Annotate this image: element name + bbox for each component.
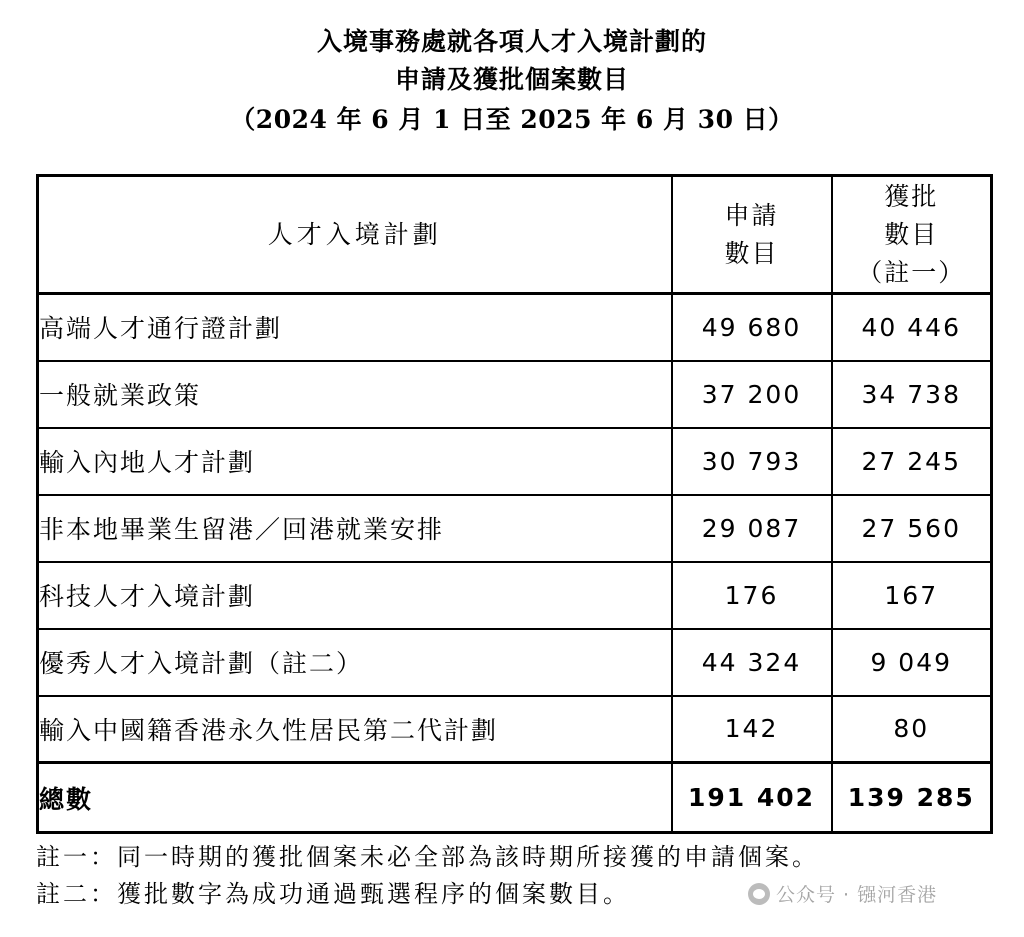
total-applications: 191 402 [672, 763, 832, 833]
approved-count: 167 [832, 562, 992, 629]
approved-count: 9 049 [832, 629, 992, 696]
table-row [38, 428, 992, 495]
table-row [38, 361, 992, 428]
approved-count: 80 [832, 696, 992, 763]
applications-count: 37 200 [672, 361, 832, 428]
wechat-official-account-icon [748, 883, 770, 905]
approved-count: 34 738 [832, 361, 992, 428]
table-total-row [38, 763, 992, 833]
scheme-name: 輸入中國籍香港永久性居民第二代計劃 [38, 696, 672, 763]
table-row [38, 562, 992, 629]
header-approved-line-1: 獲批 [884, 181, 939, 211]
document-title-line-2: 申請及獲批個案數目 [394, 65, 629, 94]
applications-count: 29 087 [672, 495, 832, 562]
footnote-2: 註二：獲批數字為成功通過甄選程序的個案數目。 [36, 880, 630, 908]
scheme-name: 優秀人才入境計劃（註二） [38, 629, 672, 696]
scheme-name: 非本地畢業生留港／回港就業安排 [38, 495, 672, 562]
footnote-1: 註一：同一時期的獲批個案未必全部為該時期所接獲的申請個案。 [36, 843, 819, 871]
total-approved: 139 285 [832, 763, 992, 833]
header-scheme: 人才入境計劃 [38, 176, 672, 294]
header-applications-line-1: 申請 [724, 200, 779, 230]
table-row [38, 629, 992, 696]
applications-count: 176 [672, 562, 832, 629]
applications-count: 44 324 [672, 629, 832, 696]
header-applications [672, 176, 832, 294]
header-approved-line-2: 數目 [884, 219, 939, 249]
approved-count: 40 446 [832, 294, 992, 361]
scheme-name: 高端人才通行證計劃 [38, 294, 672, 361]
table-row [38, 495, 992, 562]
scheme-name: 科技人才入境計劃 [38, 562, 672, 629]
scheme-name: 一般就業政策 [38, 361, 672, 428]
table-row [38, 696, 992, 763]
document-date-range: （2024 年 6 月 1 日至 2025 年 6 月 30 日） [230, 105, 794, 134]
talent-scheme-table [36, 174, 993, 834]
document-title-line-1: 入境事務處就各項人才入境計劃的 [316, 27, 707, 56]
watermark [748, 880, 937, 907]
table-row [38, 294, 992, 361]
applications-count: 142 [672, 696, 832, 763]
header-approved [832, 176, 992, 294]
table-header-row [38, 176, 992, 294]
scheme-name: 輸入內地人才計劃 [38, 428, 672, 495]
approved-count: 27 245 [832, 428, 992, 495]
approved-count: 27 560 [832, 495, 992, 562]
applications-count: 30 793 [672, 428, 832, 495]
watermark-text: 公众号 · 镪河香港 [776, 884, 938, 906]
header-applications-line-2: 數目 [724, 238, 779, 268]
total-label: 總數 [38, 763, 672, 833]
header-approved-line-3: （註一） [857, 257, 966, 287]
applications-count: 49 680 [672, 294, 832, 361]
